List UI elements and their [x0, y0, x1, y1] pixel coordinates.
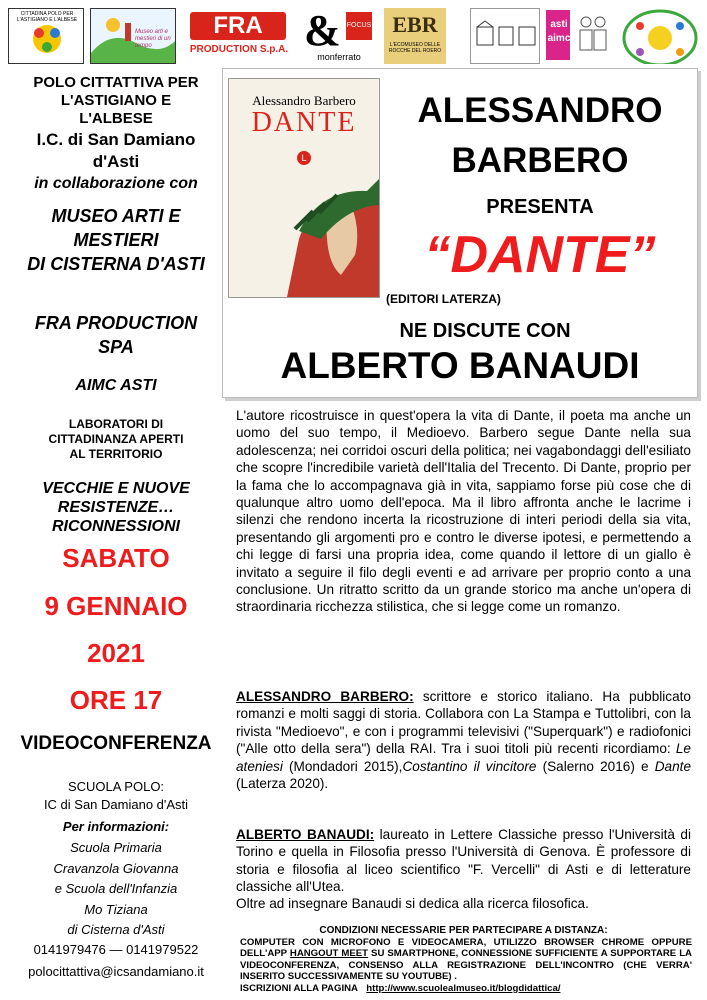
barbero-bio	[236, 688, 691, 792]
fra-logo-sub: PRODUCTION S.p.A.	[189, 44, 289, 55]
event-time: ORE 17	[69, 685, 163, 715]
book-cover	[228, 78, 380, 298]
barbero-bio-name: ALESSANDRO BARBERO:	[236, 689, 414, 704]
ic-line-2: d'Asti	[92, 152, 140, 171]
logo-fra-production	[186, 8, 292, 64]
logo-polo-cittattiva	[8, 8, 84, 64]
monferrato-sub: monferrato	[317, 52, 361, 62]
museo-line-1: MUSEO ARTI E	[51, 206, 181, 226]
conditions-text-2: SU SMARTPHONE, CONNESSIONE SUFFICIENTE A SUPPORTARE LA VIDEOCONFERENZA, CONSENSO ALLA REGISTRAZIONE DELL'INCONTRO (CHE VERRA' INSERITO SUCCESSIVAMENTE SU YOUTUBE) .	[240, 948, 692, 983]
banaudi-bio-extra: Oltre ad insegnare Banaudi si dedica alla ricerca filosofica.	[236, 896, 589, 911]
barbero-bio-text-4: (Laterza 2020).	[236, 776, 329, 792]
info-line-2: Cravanzola Giovanna	[53, 861, 179, 876]
polo-logo-text: CITTADINA POLO PER L'ASTIGIANO E L'ALBESE	[16, 11, 78, 23]
banaudi-bio	[236, 826, 691, 896]
barbero-book-2: Costantino il vincitore	[402, 758, 537, 774]
discute-label: NE DISCUTE CON	[399, 320, 571, 342]
vecchie-line-2: RESISTENZE…	[57, 499, 175, 516]
logo-unesco	[470, 8, 540, 64]
book-author: Alessandro Barbero	[252, 93, 356, 108]
conditions-title: CONDIZIONI NECESSARIE PER PARTECIPARE A DISTANZA:	[319, 925, 608, 936]
polo-line-2: L'ASTIGIANO E	[60, 92, 172, 109]
phone-numbers: 0141979476 — 0141979522	[33, 942, 199, 957]
info-line-4: Mo Tiziana	[84, 902, 148, 917]
info-label: Per informazioni:	[62, 819, 170, 834]
event-date: 9 GENNAIO	[44, 591, 188, 621]
info-line-1: Scuola Primaria	[70, 840, 162, 855]
barbero-book-1: Le ateniesi	[236, 741, 691, 774]
fra-line-1: FRA PRODUCTION	[34, 313, 198, 333]
logo-asti-aimc	[546, 8, 612, 64]
book-description: L'autore ricostruisce in quest'opera la vita di Dante, il poeta ma anche un uomo del suo tempo, il Medioevo. Barbero segue Dante nella sua adolescenza; nei corridoi oscuri della politica; nei vagabondaggi dell'esiliato che scopre l'incredibile varietà dell'Italia del Trecento. Di Dante, proprio per la fama che lo accompagnava già in vita, sappiamo forse più cose che di qualunque altro uomo dell'epoca. Ma il libro affronta anche le lacrime i silenzi che rendono incerta la ricostruzione di interi periodi della sia vita, presentando gli argomenti pro e contro le diverse ipotesi, e permettendo a chi legge di farsi una propria idea, come quando il lettore di un giallo è invitato a seguire il filo degli eventi e ad arrivare per proprio conto a una conclusione. Un ritratto scritto da un grande storico ma anche un'opera di straordinaria ricchezza stilistica, che si legge come un romanzo.	[236, 408, 691, 615]
banaudi-bio-text: laureato in Lettere Classiche presso l'Università di Torino e quella in Filosofia presso l'Università di Genova. È professore di storia e filosofia al liceo scientifico "F. Vercelli" di Asti e di letterature classiche all'Utea.	[236, 827, 691, 895]
conditions-text-1: COMPUTER CON MICROFONO E VIDEOCAMERA, UTILIZZO BROWSER CHROME OPPURE DELL'APP	[240, 937, 692, 960]
barbero-book-3: Dante	[654, 758, 692, 774]
event-year: 2021	[87, 638, 145, 668]
info-line-3: e Scuola dell'Infanzia	[54, 881, 178, 896]
aimc-line: AIMC ASTI	[75, 377, 157, 394]
book-title-headline: “DANTE”	[424, 226, 656, 284]
conditions-url-link[interactable]: http://www.scuolealmuseo.it/blogdidattica/	[366, 982, 561, 994]
event-day: SABATO	[62, 543, 170, 573]
monferrato-amp: &	[304, 8, 341, 55]
videoconferenza-label: VIDEOCONFERENZA	[20, 733, 212, 754]
fra-line-2: SPA	[98, 337, 134, 357]
logo-museo	[90, 8, 176, 64]
speaker-name-1: ALESSANDRO	[417, 91, 663, 130]
lab-line-2: CITTADINANZA APERTI	[48, 432, 184, 446]
museo-logo-text: Museo arti e mestieri di un tempo	[135, 29, 171, 49]
speaker-name-2: BARBERO	[451, 141, 629, 180]
logo-circle	[620, 8, 700, 64]
banaudi-bio-name: ALBERTO BANAUDI:	[236, 827, 375, 842]
museo-line-3: DI CISTERNA D'ASTI	[27, 254, 205, 274]
info-line-5: di Cisterna d'Asti	[67, 922, 165, 937]
logo-monferrato	[302, 8, 376, 64]
unesco-emblems-icon	[471, 9, 540, 64]
vecchie-line-3: RICONNESSIONI	[51, 518, 180, 535]
polo-line-1: POLO CITTATTIVA PER	[33, 74, 199, 91]
book-publisher-mark: L	[297, 151, 311, 165]
conditions-iscrizioni: ISCRIZIONI ALLA PAGINA	[240, 982, 361, 994]
ic-line-1: I.C. di San Damiano	[36, 130, 196, 149]
scuola-polo-ic: IC di San Damiano d'Asti	[43, 797, 189, 812]
vecchie-line-1: VECCHIE E NUOVE	[42, 480, 190, 497]
polo-line-3: L'ALBESE	[79, 110, 153, 127]
fra-logo-wordmark: FRA	[190, 12, 286, 40]
lab-line-1: LABORATORI DI	[68, 417, 164, 431]
dante-portrait-icon	[229, 79, 379, 297]
monferrato-red-box: FOCUS	[346, 12, 372, 40]
contact-email[interactable]: polocittattiva@icsandamiano.it	[28, 964, 204, 979]
lab-line-3: AL TERRITORIO	[69, 447, 163, 461]
guest-name: ALBERTO BANAUDI	[280, 345, 640, 386]
editor-label: (EDITORI LATERZA)	[386, 292, 501, 306]
collab-line: in collaborazione con	[34, 175, 198, 192]
ecomuseo-sub: L'ECOMUSEO DELLE ROCCHE DEL ROERO	[388, 42, 442, 54]
scuola-polo-label: SCUOLA POLO:	[67, 779, 165, 794]
conditions-app: HANGOUT MEET	[289, 948, 369, 960]
ecomuseo-letters: EBR	[392, 12, 438, 37]
presenta-label: PRESENTA	[486, 196, 594, 218]
barbero-bio-text-3: (Salerno 2016) e	[536, 758, 655, 774]
barbero-bio-text-2: (Mondadori 2015),	[282, 758, 403, 774]
barbero-bio-text-1: scrittore e storico italiano. Ha pubblicato romanzi e molti saggi di storia. Collabora con La Stampa e Tuttolibri, con la rivista "Medioevo", e con i programmi televisivi ("Superquark") e radiofonici ("Alle otto della sera") della RAI. Tra i suoi titoli più recenti ricordiamo:	[236, 689, 691, 757]
logo-ecomuseo	[384, 8, 446, 64]
museo-line-2: MESTIERI	[73, 230, 159, 250]
conditions-body	[240, 937, 692, 994]
asti-aimc-text: asti aimc	[547, 19, 571, 44]
book-title: DANTE	[251, 107, 357, 138]
circle-community-icon	[620, 8, 700, 64]
